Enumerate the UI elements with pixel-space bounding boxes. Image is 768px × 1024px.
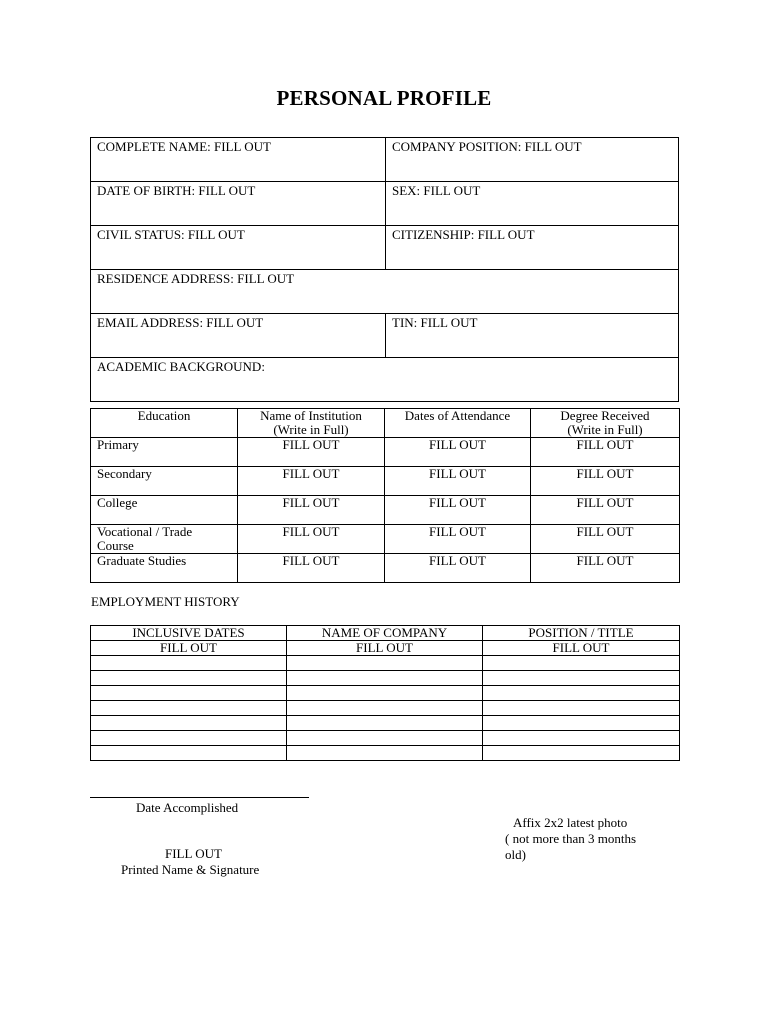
photo-instruction-line-2: ( not more than 3 months bbox=[505, 831, 637, 846]
institution-cell[interactable]: FILL OUT bbox=[238, 467, 385, 496]
position-cell[interactable]: FILL OUT bbox=[483, 641, 680, 656]
institution-cell[interactable]: FILL OUT bbox=[238, 525, 385, 554]
date-accomplished-label: Date Accomplished bbox=[136, 800, 239, 815]
education-row-primary bbox=[91, 438, 680, 467]
institution-cell[interactable]: FILL OUT bbox=[238, 496, 385, 525]
inclusive-dates-cell[interactable] bbox=[91, 701, 287, 716]
dates-cell[interactable]: FILL OUT bbox=[385, 438, 531, 467]
education-level: Secondary bbox=[91, 467, 238, 496]
citizenship-field[interactable]: CITIZENSHIP: FILL OUT bbox=[386, 226, 679, 270]
company-cell[interactable] bbox=[287, 686, 483, 701]
company-cell[interactable] bbox=[287, 716, 483, 731]
inclusive-dates-cell[interactable] bbox=[91, 746, 287, 761]
position-cell[interactable] bbox=[483, 686, 680, 701]
dates-cell[interactable]: FILL OUT bbox=[385, 525, 531, 554]
education-row-vocational bbox=[91, 525, 680, 554]
employment-row bbox=[91, 656, 680, 671]
sex-field[interactable]: SEX: FILL OUT bbox=[386, 182, 679, 226]
education-header: Education bbox=[91, 409, 238, 438]
education-row-graduate bbox=[91, 554, 680, 583]
education-row-secondary bbox=[91, 467, 680, 496]
position-cell[interactable] bbox=[483, 716, 680, 731]
company-cell[interactable] bbox=[287, 746, 483, 761]
date-signature-line bbox=[90, 797, 309, 798]
employment-row bbox=[91, 716, 680, 731]
academic-background-field[interactable]: ACADEMIC BACKGROUND: bbox=[91, 358, 679, 402]
printed-name-signature-label: Printed Name & Signature bbox=[121, 862, 260, 877]
page-title: PERSONAL PROFILE bbox=[276, 86, 492, 110]
education-table bbox=[90, 408, 680, 583]
education-level: Primary bbox=[91, 438, 238, 467]
degree-cell[interactable]: FILL OUT bbox=[531, 438, 680, 467]
employment-row bbox=[91, 701, 680, 716]
residence-address-field[interactable]: RESIDENCE ADDRESS: FILL OUT bbox=[91, 270, 679, 314]
employment-row bbox=[91, 671, 680, 686]
company-cell[interactable]: FILL OUT bbox=[287, 641, 483, 656]
degree-cell[interactable]: FILL OUT bbox=[531, 496, 680, 525]
inclusive-dates-cell[interactable] bbox=[91, 656, 287, 671]
position-cell[interactable] bbox=[483, 746, 680, 761]
position-cell[interactable] bbox=[483, 731, 680, 746]
employment-row bbox=[91, 731, 680, 746]
employment-row bbox=[91, 641, 680, 656]
degree-cell[interactable]: FILL OUT bbox=[531, 554, 680, 583]
inclusive-dates-cell[interactable] bbox=[91, 731, 287, 746]
profile-table bbox=[90, 137, 679, 402]
dates-cell[interactable]: FILL OUT bbox=[385, 496, 531, 525]
complete-name-field[interactable]: COMPLETE NAME: FILL OUT bbox=[91, 138, 386, 182]
education-row-college bbox=[91, 496, 680, 525]
employment-row bbox=[91, 686, 680, 701]
institution-header: Name of Institution (Write in Full) bbox=[238, 409, 385, 438]
company-cell[interactable] bbox=[287, 701, 483, 716]
degree-cell[interactable]: FILL OUT bbox=[531, 525, 680, 554]
education-level: Graduate Studies bbox=[91, 554, 238, 583]
company-cell[interactable] bbox=[287, 671, 483, 686]
photo-instruction-line-3: old) bbox=[505, 847, 526, 862]
printed-name-value[interactable]: FILL OUT bbox=[165, 846, 222, 861]
civil-status-field[interactable]: CIVIL STATUS: FILL OUT bbox=[91, 226, 386, 270]
position-header: POSITION / TITLE bbox=[483, 626, 680, 641]
company-cell[interactable] bbox=[287, 656, 483, 671]
company-cell[interactable] bbox=[287, 731, 483, 746]
tin-field[interactable]: TIN: FILL OUT bbox=[386, 314, 679, 358]
company-header: NAME OF COMPANY bbox=[287, 626, 483, 641]
company-position-field[interactable]: COMPANY POSITION: FILL OUT bbox=[386, 138, 679, 182]
dates-cell[interactable]: FILL OUT bbox=[385, 554, 531, 583]
employment-header-row bbox=[91, 626, 680, 641]
education-header-row bbox=[91, 409, 680, 438]
institution-cell[interactable]: FILL OUT bbox=[238, 438, 385, 467]
employment-row bbox=[91, 746, 680, 761]
institution-cell[interactable]: FILL OUT bbox=[238, 554, 385, 583]
position-cell[interactable] bbox=[483, 656, 680, 671]
dates-cell[interactable]: FILL OUT bbox=[385, 467, 531, 496]
photo-instruction-line-1: Affix 2x2 latest photo bbox=[513, 815, 628, 830]
position-cell[interactable] bbox=[483, 701, 680, 716]
degree-header: Degree Received (Write in Full) bbox=[531, 409, 680, 438]
email-address-field[interactable]: EMAIL ADDRESS: FILL OUT bbox=[91, 314, 386, 358]
inclusive-dates-cell[interactable]: FILL OUT bbox=[91, 641, 287, 656]
inclusive-dates-cell[interactable] bbox=[91, 716, 287, 731]
inclusive-dates-cell[interactable] bbox=[91, 686, 287, 701]
education-level: Vocational / Trade Course bbox=[91, 525, 238, 554]
education-level: College bbox=[91, 496, 238, 525]
inclusive-dates-cell[interactable] bbox=[91, 671, 287, 686]
degree-cell[interactable]: FILL OUT bbox=[531, 467, 680, 496]
employment-history-label: EMPLOYMENT HISTORY bbox=[91, 594, 240, 609]
dates-header: Dates of Attendance bbox=[385, 409, 531, 438]
date-of-birth-field[interactable]: DATE OF BIRTH: FILL OUT bbox=[91, 182, 386, 226]
position-cell[interactable] bbox=[483, 671, 680, 686]
employment-table bbox=[90, 625, 680, 761]
inclusive-dates-header: INCLUSIVE DATES bbox=[91, 626, 287, 641]
